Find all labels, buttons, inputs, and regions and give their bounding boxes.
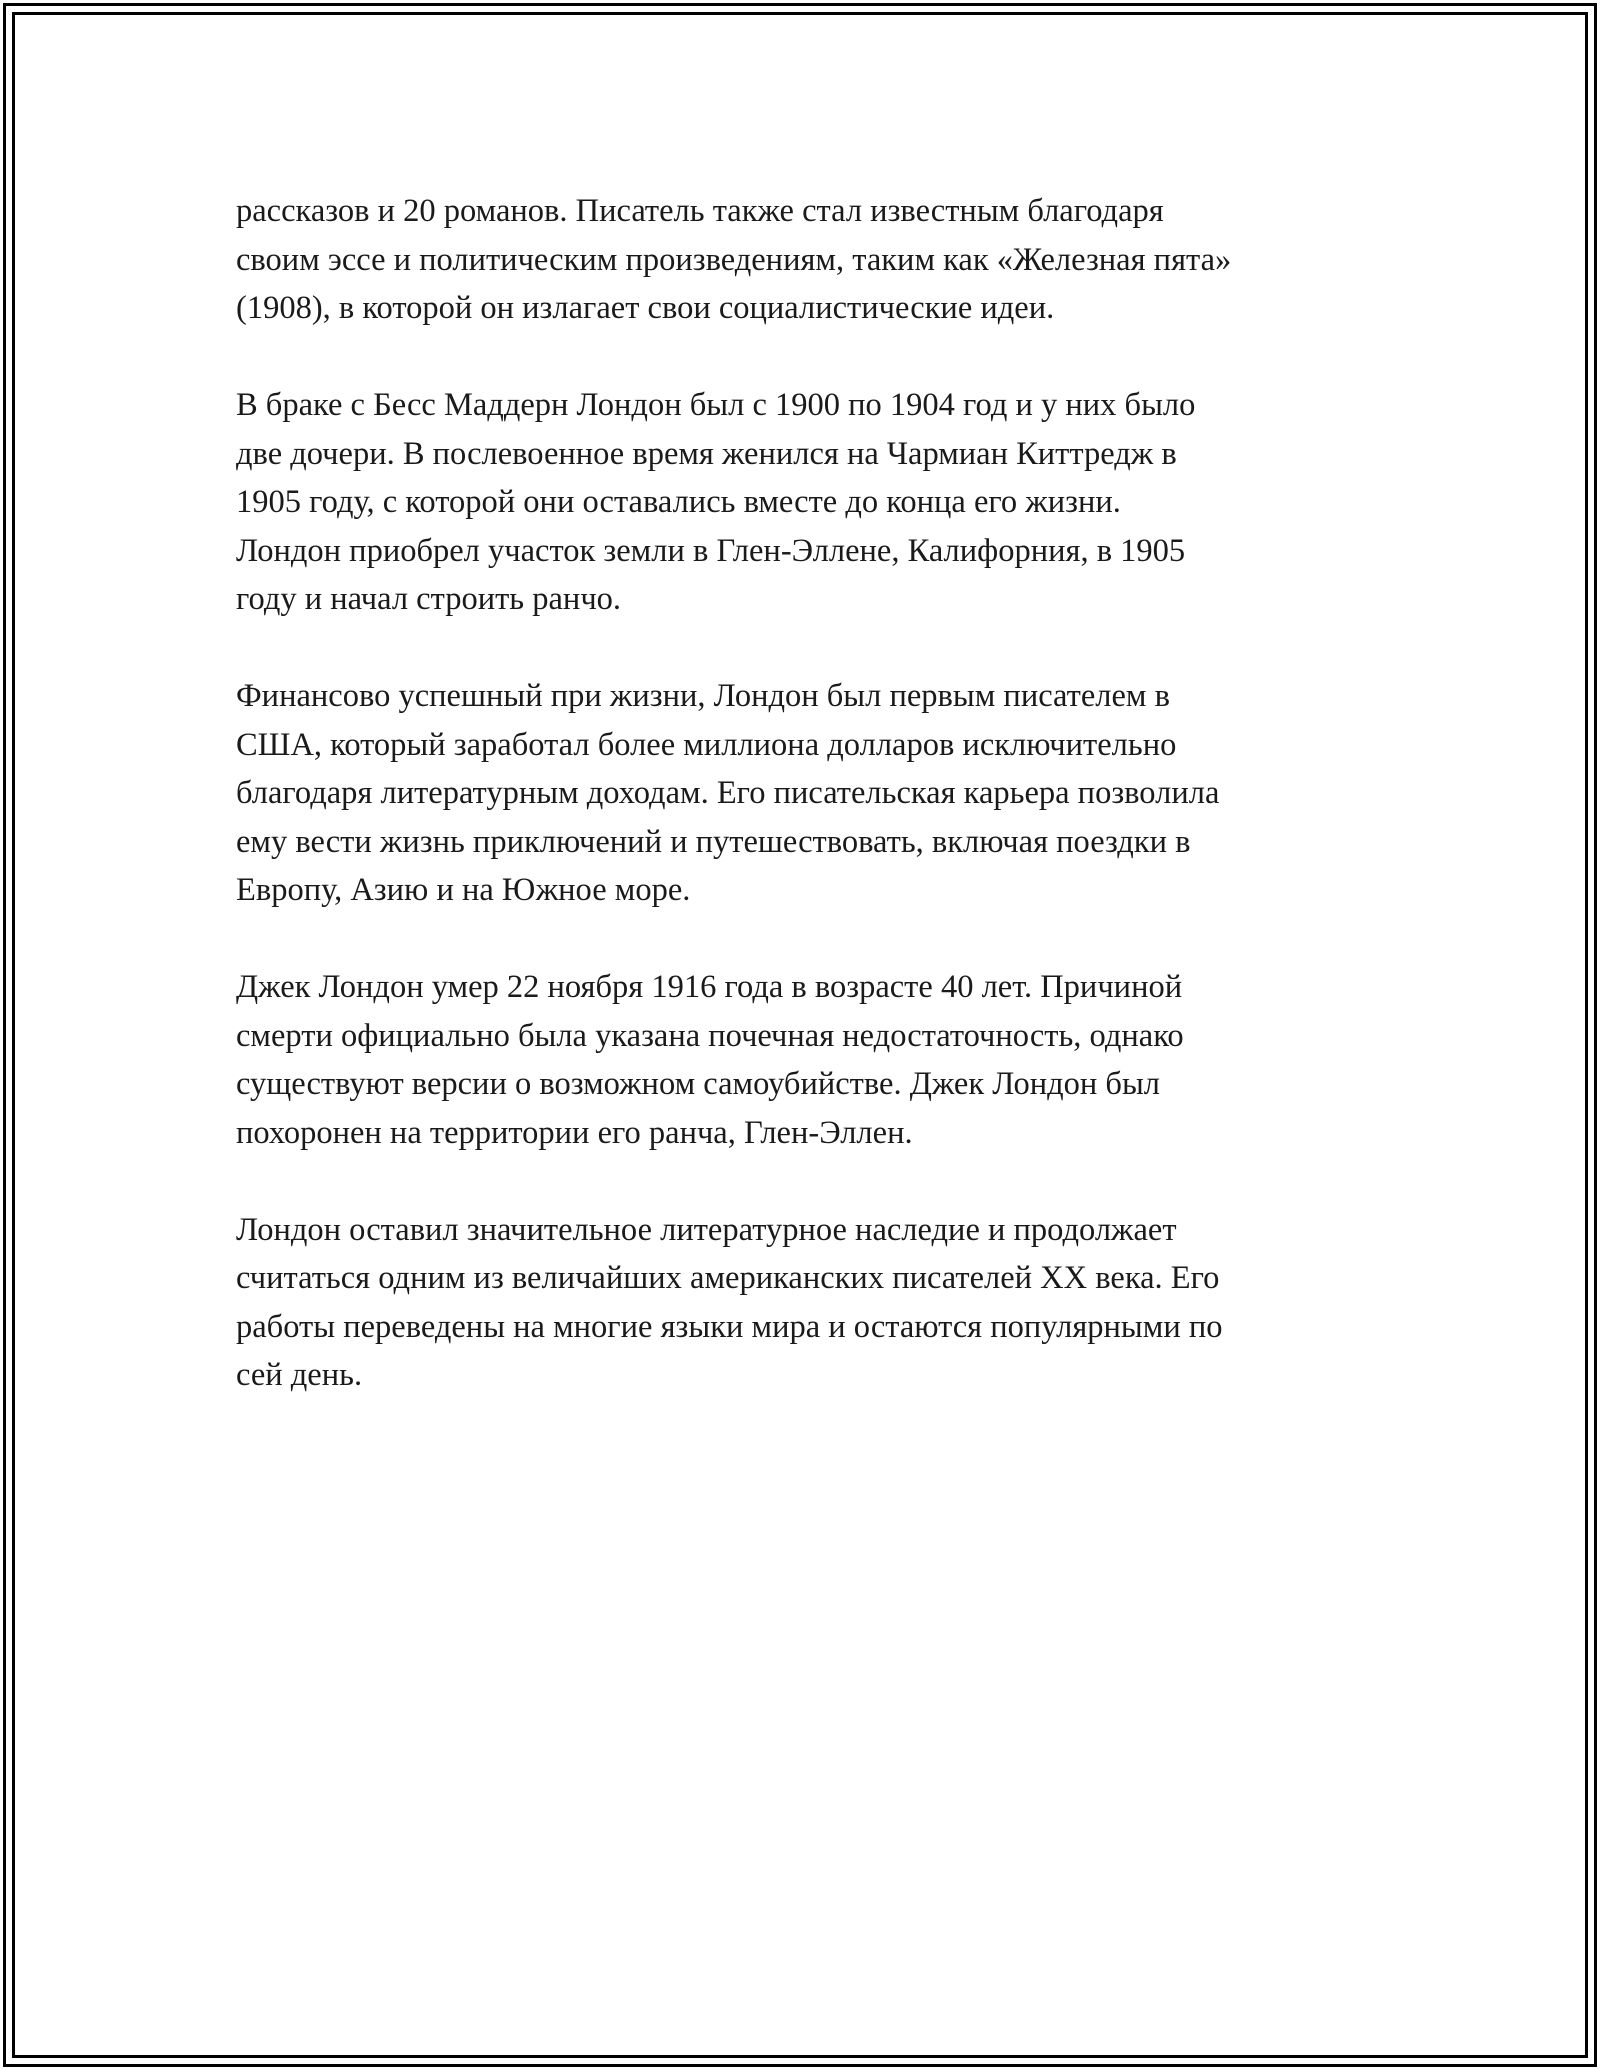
paragraph-3: Финансово успешный при жизни, Лондон был первым писателем в США, который заработал более миллиона долларов исключительно благодаря литературным доходам. Его писательская карьера позволила ему вести жизнь приключений и путешествовать, включая поездки в Европу, Азию и на Южное море. — [236, 678, 1220, 908]
paragraph-4: Джек Лондон умер 22 ноября 1916 года в возрасте 40 лет. Причиной смерти официально была указана почечная недостаточность, однако существуют версии о возможном самоубийстве. Джек Лондон был похоронен на территории его ранча, Глен-Эллен. — [236, 969, 1184, 1151]
paragraph-5: Лондон оставил значительное литературное наследие и продолжает считаться одним из величайших американских писателей XX века. Его работы переведены на многие языки мира и остаются популярными по сей день. — [236, 1211, 1223, 1393]
document-body — [236, 187, 1386, 1448]
paragraph-2: В браке с Бесс Маддерн Лондон был с 1900 по 1904 год и у них было две дочери. В послевоенное время женился на Чармиан Киттредж в 1905 году, с которой они оставались вместе до конца его жизни. Лондон приобрел участок земли в Глен-Эллене, Калифорния, в 1905 году и начал строить ранчо. — [236, 387, 1196, 617]
paragraph-1: рассказов и 20 романов. Писатель также стал известным благодаря своим эссе и политическим произведениям, таким как «Железная пята» (1908), в которой он излагает свои социалистические идеи. — [236, 193, 1232, 326]
